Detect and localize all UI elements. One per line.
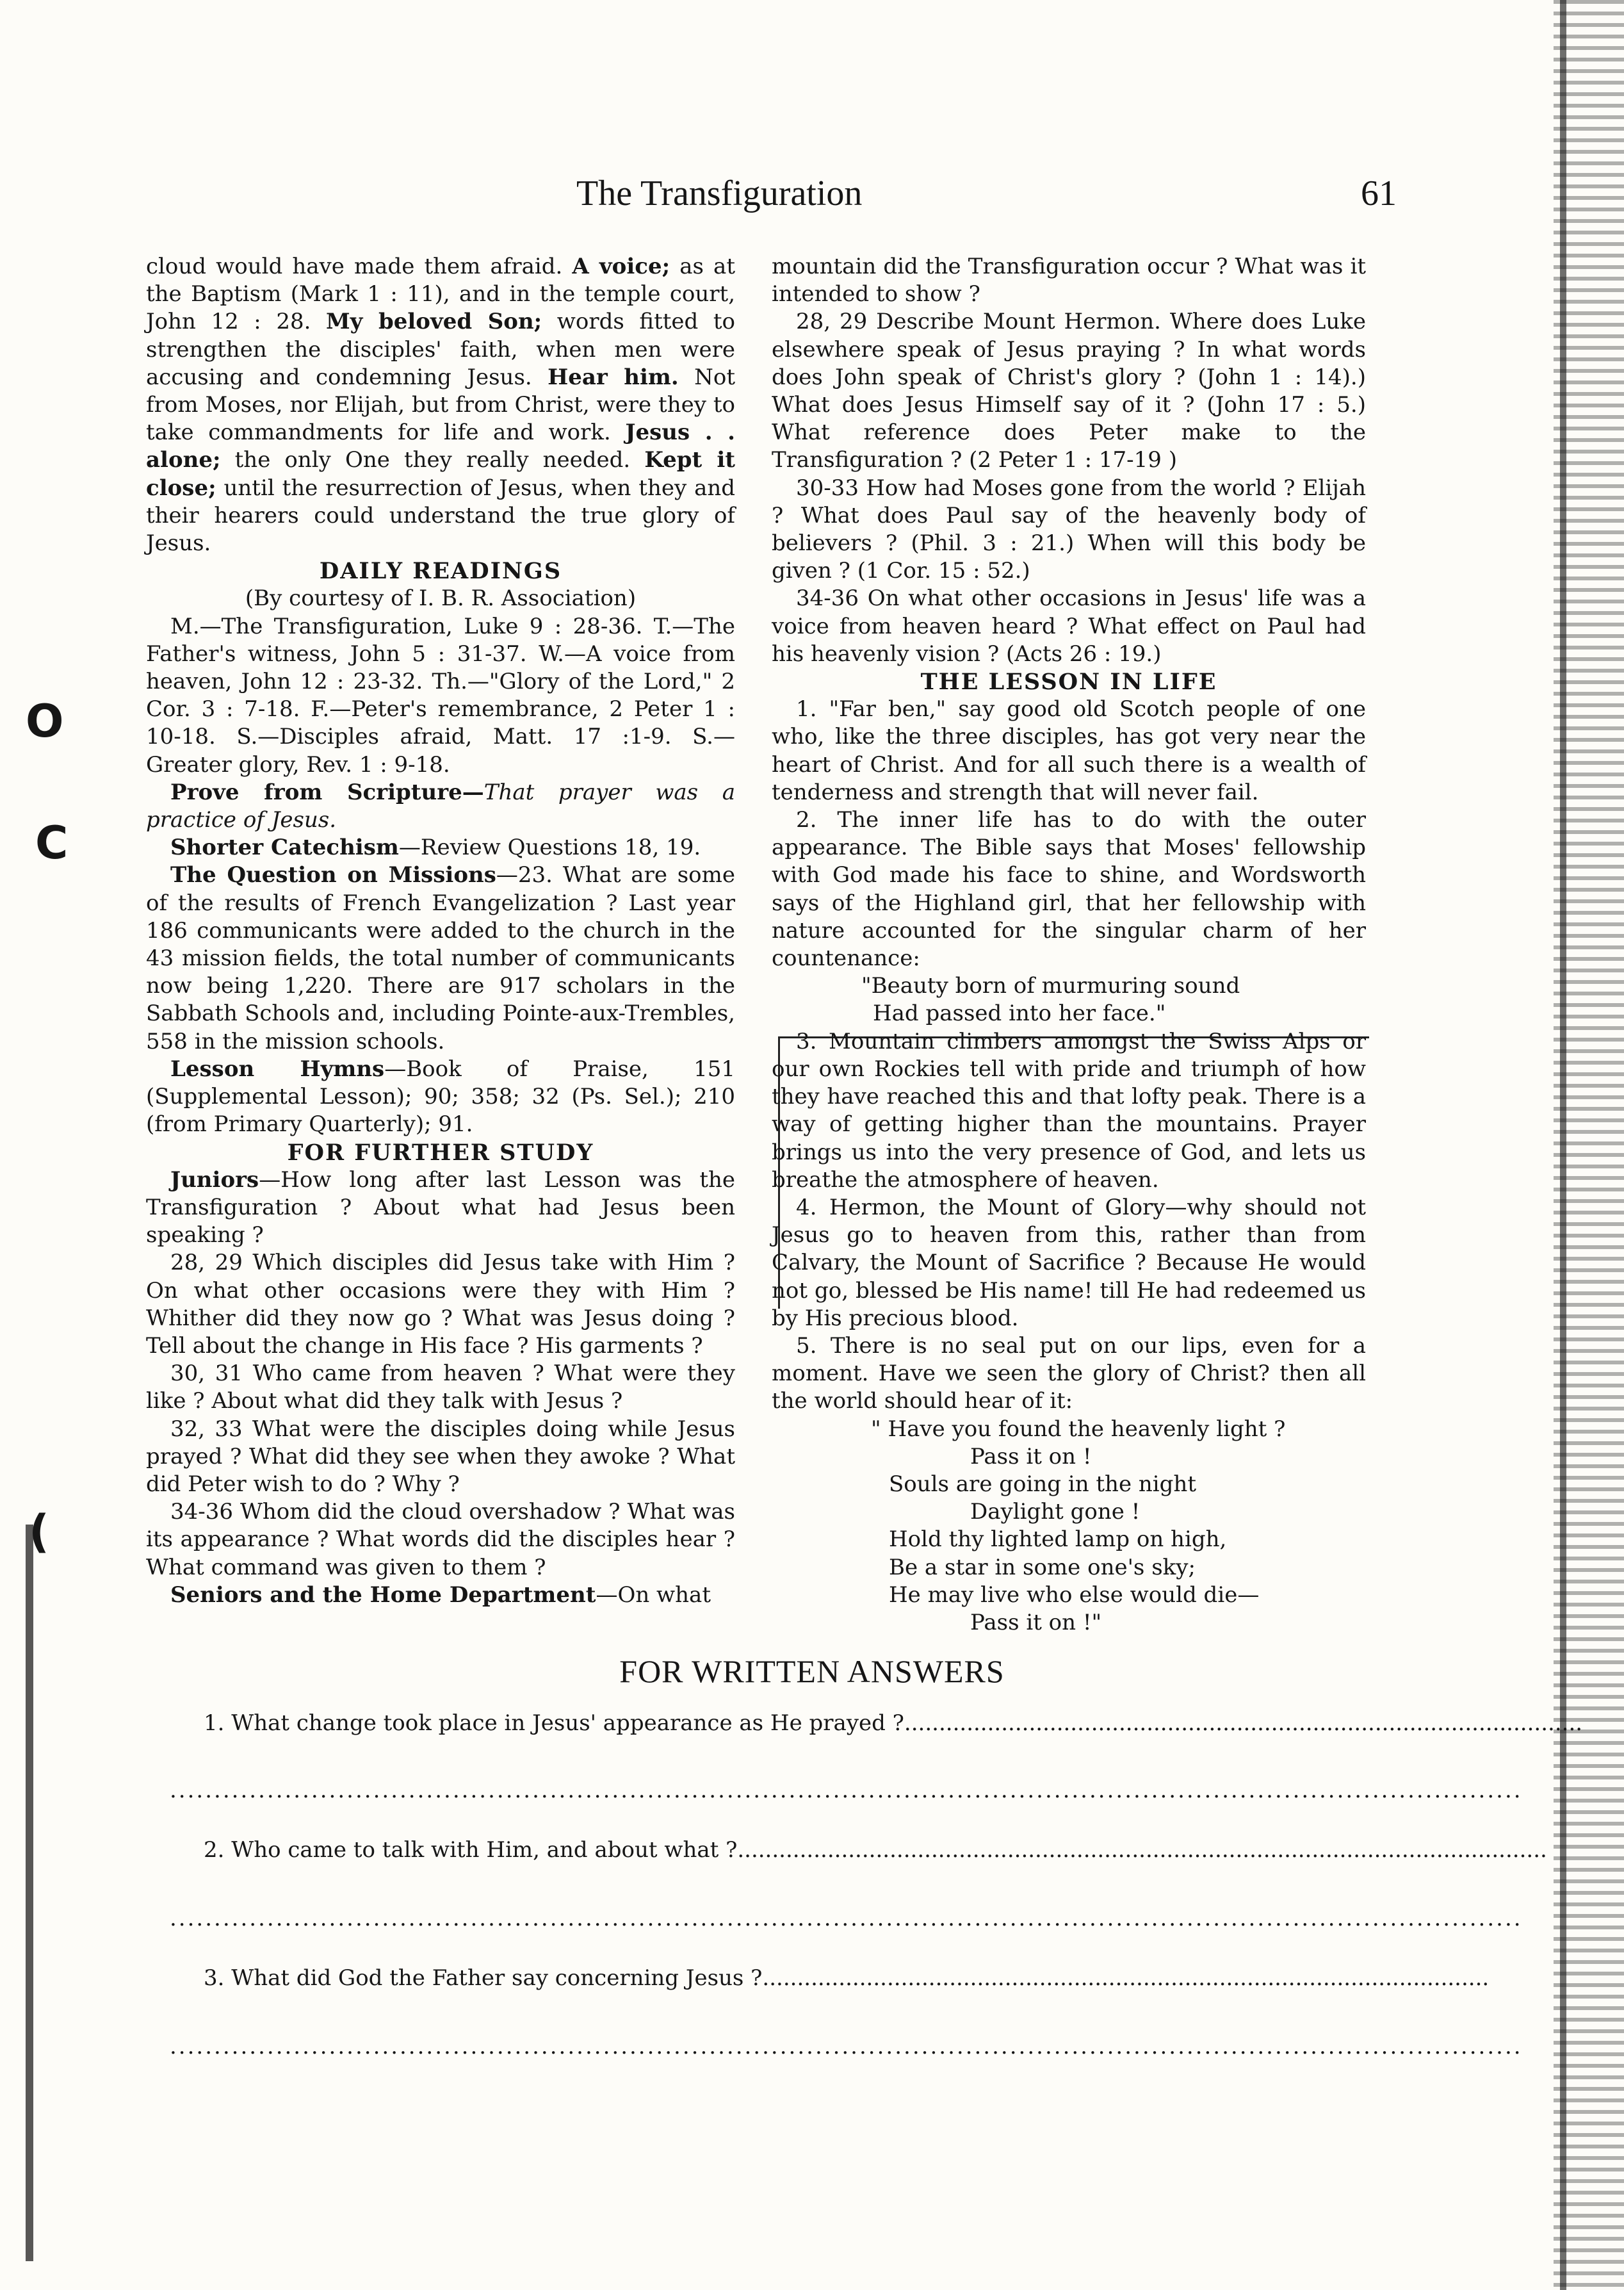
written-question: 3. What did God the Father say concerning Jesus ?.........................................................................................................: [204, 1965, 1490, 1991]
poem-line: He may live who else would die—: [889, 1582, 1260, 1608]
lesson-point: 1. "Far ben," say good old Scotch people of one who, like the three disciples, has got very near the heart of Christ. And for all such there is a wealth of tenderness and strength that will never fail.: [772, 696, 1366, 805]
lesson-point: 5. There is no seal put on our lips, even for a moment. Have we seen the glory of Christ? then all the world should hear of it:: [772, 1332, 1366, 1414]
written-question: 2. Who came to talk with Him, and about what ?.....................................................................................................................: [204, 1837, 1547, 1863]
poem-line: Pass it on !": [970, 1609, 1102, 1635]
emphasis-term: Kept it close;: [146, 447, 736, 501]
quote-line: "Beauty born of murmuring sound: [861, 973, 1240, 999]
further-study-heading: FOR FURTHER STUDY: [287, 1139, 594, 1166]
emphasis-term: My beloved Son;: [325, 309, 542, 335]
seniors-label: Seniors and the Home Department: [170, 1582, 596, 1608]
missions-label: The Question on Missions: [170, 862, 496, 888]
right-column: [772, 253, 1366, 1637]
juniors-text: —How long after last Lesson was the Transfiguration ? About what had Jesus been speaking ?: [146, 1166, 735, 1248]
commentary-text: words fitted to strengthen the disciples' faith, when men were accusing and condemning Jesus.: [146, 309, 736, 390]
daily-readings-heading: DAILY READINGS: [319, 558, 562, 585]
study-question: 34-36 Whom did the cloud overshadow ? What was its appearance ? What words did the disciples hear ? What command was given to them ?: [146, 1499, 735, 1580]
written-answers-heading: FOR WRITTEN ANSWERS: [619, 1653, 1005, 1689]
study-question: 32, 33 What were the disciples doing while Jesus prayed ? What did they see when they awoke ? What did Peter wish to do ? Why ?: [146, 1416, 735, 1497]
binding-hole-mark: C: [35, 817, 69, 869]
lesson-in-life-heading: THE LESSON IN LIFE: [920, 669, 1217, 696]
missions-text: —23. What are some of the results of French Evangelization ? Last year 186 communicants were added to the church in the 43 mission fields, the total number of communicants now being 1,220. There are 917 scholars in the Sabbath Schools and, including Pointe-aux-Trembles, 558 in the mission schools.: [146, 862, 735, 1054]
commentary-text: as at the Baptism (Mark 1 : 11), and in the temple court, John 12 : 28.: [146, 254, 735, 335]
seniors-section: [146, 1582, 735, 1609]
lesson-hymns: [146, 1056, 735, 1139]
emphasis-term: Jesus . . alone;: [146, 420, 735, 473]
commentary-text: until the resurrection of Jesus, when they and their hearers could understand the true glory of Jesus.: [146, 475, 735, 557]
answer-line[interactable]: .........................................................................................................................................................: [170, 2034, 1523, 2059]
commentary-paragraph: [146, 253, 735, 557]
page-number: 61: [1361, 174, 1397, 213]
poem: [772, 1416, 1366, 1637]
hymns-label: Lesson Hymns: [170, 1056, 385, 1082]
scan-edge-left: [26, 1525, 33, 2261]
catechism-label: Shorter Catechism: [170, 835, 399, 861]
lesson-point: 4. Hermon, the Mount of Glory—why should not Jesus go to heaven from this, rather than from Calvary, the Mount of Sacrifice ? Because He would not go, blessed be His name! till He had redeemed us by His precious blood.: [772, 1194, 1366, 1331]
juniors-label: Juniors: [170, 1166, 259, 1193]
scan-edge-line: [1560, 0, 1566, 2290]
seniors-continued: mountain did the Transfiguration occur ? What was it intended to show ?: [772, 254, 1366, 307]
emphasis-term: Hear him.: [548, 364, 679, 390]
daily-readings-text: M.—The Transfiguration, Luke 9 : 28-36. T.—The Father's witness, John 5 : 31-37. W.—A voice from heaven, John 12 : 23-32. Th.—"Glory of the Lord," 2 Cor. 3 : 7-18. F.—Peter's remembrance, 2 Peter 1 : 10-18. S.—Disciples afraid, Matt. 17 :1-9. S.—Greater glory, Rev. 1 : 9-18.: [146, 613, 735, 778]
seniors-text: —On what: [596, 1582, 711, 1608]
study-question: 30-33 How had Moses gone from the world ? Elijah ? What does Paul say of the heavenly body of believers ? (Phil. 3 : 21.) When will this body be given ? (1 Cor. 15 : 52.): [772, 475, 1366, 584]
study-question: 28, 29 Which disciples did Jesus take with Him ? On what other occasions were they with Him ? Whither did they now go ? What was Jesus doing ? Tell about the change in His face ? His garments ?: [146, 1250, 735, 1359]
poem-line: Pass it on !: [970, 1443, 1092, 1469]
study-question: 28, 29 Describe Mount Hermon. Where does Luke elsewhere speak of Jesus praying ? In what words does John speak of Christ's glory ? (John 1 : 14).) What does Jesus Himself say of it ? (John 17 : 5.) What reference does Peter make to the Transfiguration ? (2 Peter 1 : 17-19 ): [772, 309, 1366, 473]
poem-line: " Have you found the heavenly light ?: [871, 1416, 1286, 1442]
commentary-text: Not from Moses, nor Elijah, but from Christ, were they to take commandments for life and work.: [146, 364, 735, 446]
poem-line: Hold thy lighted lamp on high,: [889, 1526, 1227, 1553]
answer-line[interactable]: .........................................................................................................................................................: [170, 1906, 1523, 1931]
poem-line: Souls are going in the night: [889, 1471, 1196, 1497]
lesson-point: 3. Mountain climbers amongst the Swiss Alps or our own Rockies tell with pride and triumph of how they have reached this and that lofty peak. There is a way of getting higher than the mountains. Prayer brings us into the very presence of God, and lets us breathe the atmosphere of heaven.: [772, 1028, 1366, 1193]
study-question: 30, 31 Who came from heaven ? What were they like ? About what did they talk with Jesus ?: [146, 1361, 735, 1414]
commentary-text: the only One they really needed.: [220, 447, 645, 473]
left-column: [146, 253, 735, 1609]
question-on-missions: [146, 862, 735, 1055]
emphasis-term: A voice;: [572, 254, 670, 279]
binding-hole-mark: (: [29, 1505, 49, 1558]
lesson-point: 2. The inner life has to do with the outer appearance. The Bible says that Moses' fellowship with God made his face to shine, and Wordsworth says of the Highland girl, that her fellowship with nature accounted for the singular charm of her countenance:: [772, 807, 1366, 972]
prove-from-scripture: [146, 779, 735, 834]
poem-line: Be a star in some one's sky;: [889, 1554, 1196, 1580]
prove-label: Prove from Scripture—: [170, 779, 484, 805]
catechism-text: —Review Questions 18, 19.: [398, 835, 701, 861]
hymns-text: —Book of Praise, 151 (Supplemental Lesson); 90; 358; 32 (Ps. Sel.); 210 (from Primary Quarterly); 91.: [146, 1056, 735, 1138]
shorter-catechism: [146, 834, 735, 862]
juniors-section: [146, 1166, 735, 1250]
written-question: 1. What change took place in Jesus' appearance as He prayed ?..................................................................................................: [204, 1710, 1583, 1736]
page-header: [0, 173, 1624, 231]
binding-hole-mark: O: [26, 695, 64, 748]
quote-line: Had passed into her face.": [873, 1001, 1166, 1027]
page-title: The Transfiguration: [576, 174, 863, 213]
daily-readings-courtesy: (By courtesy of I. B. R. Association): [245, 585, 637, 612]
study-question: 34-36 On what other occasions in Jesus' life was a voice from heaven heard ? What effect on Paul had his heavenly vision ? (Acts 26 : 19.): [772, 585, 1366, 667]
prove-text: That prayer was a practice of Jesus.: [146, 779, 735, 833]
answer-line[interactable]: .........................................................................................................................................................: [170, 1778, 1523, 1803]
commentary-text: cloud would have made them afraid.: [146, 254, 572, 279]
poem-line: Daylight gone !: [970, 1499, 1141, 1525]
